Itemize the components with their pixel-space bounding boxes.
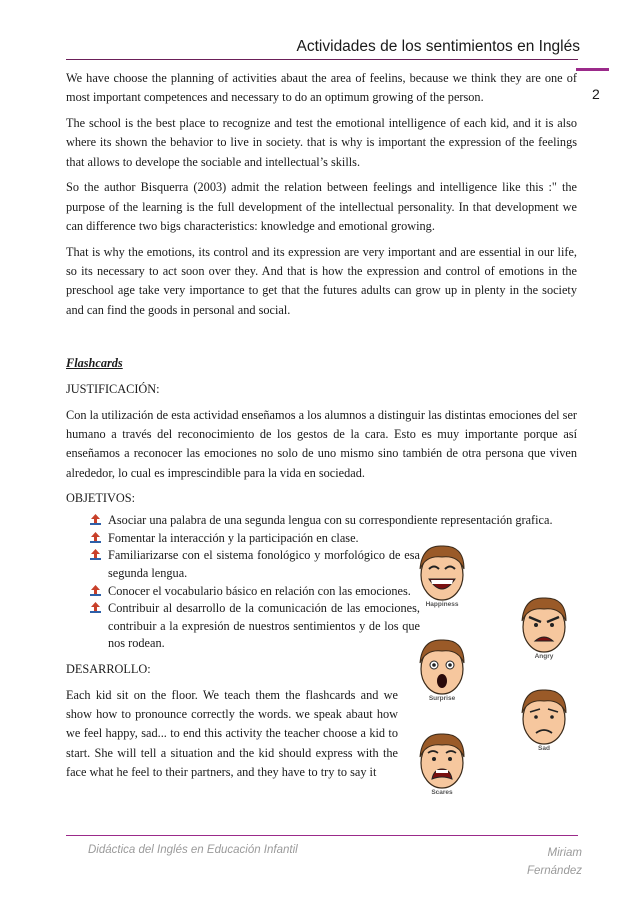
sad-face (514, 685, 574, 752)
header-accent-bar (576, 68, 609, 71)
objetivo-item (90, 583, 420, 601)
intro-paragraph-1: We have choose the planning of activities abaut the area of feelins, because we think they are one of most important competences and necessary to do an optimum growing of the person. (66, 71, 577, 105)
footer-course-title: Didáctica del Inglés en Educación Infantil (88, 844, 298, 856)
flashcards-heading: Flashcards (66, 356, 123, 371)
arrow-bullet-icon (90, 549, 101, 560)
justificacion-heading: JUSTIFICACIÓN: (66, 381, 160, 396)
intro-paragraph-4: That is why the emotions, its control and its expression are very important and are essential in our life, so its necessary to act soon over they. And that is how the expression and control of emotions in the preschool age take very importance to get that the futures adults can grow up in plenty in the society and can find the goods in personal and social. (66, 244, 577, 317)
arrow-bullet-icon (90, 532, 101, 543)
header-rule (66, 59, 578, 60)
happy-face-icon (412, 541, 472, 603)
footer-author (527, 844, 582, 880)
objetivo-item (90, 512, 577, 530)
scares-face (412, 729, 472, 796)
scares-caption: Scares (431, 789, 453, 796)
page-number: 2 (592, 86, 600, 102)
objetivo-text: Familiarizarse con el sistema fonológico y morfológico de esa segunda lengua. (108, 548, 420, 580)
surprise-face-icon (412, 635, 472, 697)
arrow-bullet-icon (90, 585, 101, 596)
justificacion-paragraph: Con la utilización de esta actividad enseñamos a los alumnos a distinguir las distintas emociones del ser humano a través del reconocimiento de los gestos de la cara. Esto es muy importante porque así enseñamos a reconocer las emociones no solo de uno mismo sino también de otra persona que viven alrededor, lo cual es imprescindible para la vida en sociedad. (66, 407, 577, 480)
angry-face (514, 593, 574, 660)
objetivos-heading: OBJETIVOS: (66, 491, 136, 506)
objetivo-item (90, 600, 420, 653)
objetivo-text: Contribuir al desarrollo de la comunicación de las emociones, contribuir a la expresión de nuestros sentimientos y de los que nos rodean. (108, 601, 420, 651)
happiness-caption: Happiness (425, 601, 459, 608)
footer-rule (66, 835, 578, 836)
sad-caption: Sad (538, 745, 550, 752)
page-header-title: Actividades de los sentimientos en Inglés (296, 38, 580, 55)
angry-face-icon (514, 593, 574, 655)
emotion-faces-illustration (412, 533, 592, 803)
objetivo-text: Fomentar la interacción y la participación en clase. (108, 530, 359, 545)
footer-author-last: Fernández (527, 865, 582, 877)
arrow-bullet-icon (90, 602, 101, 613)
surprise-face (412, 635, 472, 702)
scared-face-icon (412, 729, 472, 791)
surprise-caption: Surprise (428, 695, 456, 702)
happiness-face (412, 541, 472, 608)
objetivo-item (90, 547, 420, 582)
sad-face-icon (514, 685, 574, 747)
objetivo-text: Asociar una palabra de una segunda lengua con su correspondiente representación grafica. (108, 513, 553, 528)
objetivo-text: Conocer el vocabulario básico en relación con las emociones. (108, 583, 411, 598)
footer-author-first: Miriam (547, 847, 582, 859)
desarrollo-paragraph: Each kid sit on the floor. We teach them the flashcards and we show how to pronounce correctly the words. we speak abaut how we feel happy, sad... to end this activity the teacher choose a kid to start. She will tell a situation and the kid should express with the face what he feel to their partners, and they have to try to say it (66, 687, 398, 779)
intro-paragraph-2: The school is the best place to recognize and test the emotional intelligence of each kid, and it is also where its shown the behavior to live in society. that is why is important the expression of the feelings that allows to develope the sociable and intellectual’s skills. (66, 116, 577, 169)
angry-caption: Angry (534, 653, 554, 660)
desarrollo-heading: DESARROLLO: (66, 661, 151, 676)
intro-paragraph-3: So the author Bisquerra (2003) admit the relation between feelings and intelligence like this :" the purpose of the learning is the full development of the intellectual personality. In that development we can difference two bigs characteristics: knowledge and emotional growing. (66, 180, 577, 234)
arrow-bullet-icon (90, 514, 101, 525)
